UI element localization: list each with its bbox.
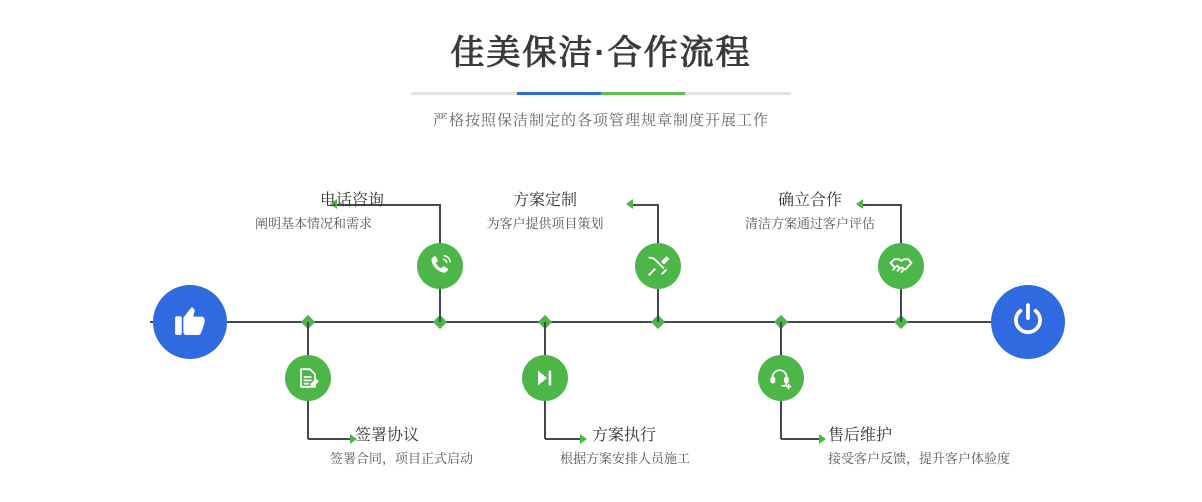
- timeline-end-node: [991, 285, 1065, 359]
- node-arrow: [626, 199, 633, 209]
- step-3-desc: 为客户提供项目策划: [486, 216, 604, 231]
- step-4-title: 方案执行: [592, 427, 657, 444]
- step-3-title: 方案定制: [512, 192, 578, 209]
- step-2-label: [330, 425, 474, 469]
- node-arrow: [580, 434, 587, 444]
- node-arm: [308, 438, 350, 440]
- step-1-label: [255, 190, 384, 234]
- node-arm: [781, 438, 819, 440]
- document-edit-icon: [296, 366, 320, 390]
- step-6-desc: 接受客户反馈，提升客户体验度: [828, 451, 1011, 466]
- step-3-icon: [635, 243, 681, 289]
- step-5-desc: 清洁方案通过客户评估: [744, 216, 876, 231]
- customer-service-icon: [769, 366, 793, 390]
- step-3-label: [486, 190, 603, 234]
- step-2-title: 签署协议: [355, 427, 420, 444]
- timeline-axis: [150, 321, 1052, 323]
- tools-icon: [646, 254, 670, 278]
- step-2-icon: [285, 355, 331, 401]
- step-6-label: [828, 425, 1010, 469]
- page-subtitle: 严格按照保洁制定的各项管理规章制度开展工作: [432, 112, 769, 129]
- step-1-desc: 阐明基本情况和需求: [255, 216, 373, 231]
- step-5-label: [745, 190, 875, 234]
- step-4-label: [560, 425, 691, 469]
- node-arrow: [819, 434, 826, 444]
- step-4-desc: 根据方案安排人员施工: [560, 451, 691, 466]
- timeline-start-node: [153, 285, 227, 359]
- step-5-icon: [878, 243, 924, 289]
- phone-call-icon: [427, 253, 453, 279]
- step-6-icon: [758, 355, 804, 401]
- step-1-icon: [417, 243, 463, 289]
- node-arm: [633, 204, 659, 206]
- power-icon: [1009, 301, 1047, 344]
- play-forward-icon: [533, 366, 557, 390]
- step-2-desc: 签署合同，项目正式启动: [330, 451, 474, 466]
- step-4-icon: [522, 355, 568, 401]
- step-5-title: 确立合作: [777, 192, 843, 209]
- page-title: 佳美保洁·合作流程: [450, 34, 752, 72]
- node-arm: [545, 438, 580, 440]
- handshake-icon: [888, 253, 914, 279]
- step-1-title: 电话咨询: [320, 192, 385, 209]
- thumbs-up-icon: [171, 301, 209, 344]
- step-6-title: 售后维护: [828, 427, 893, 444]
